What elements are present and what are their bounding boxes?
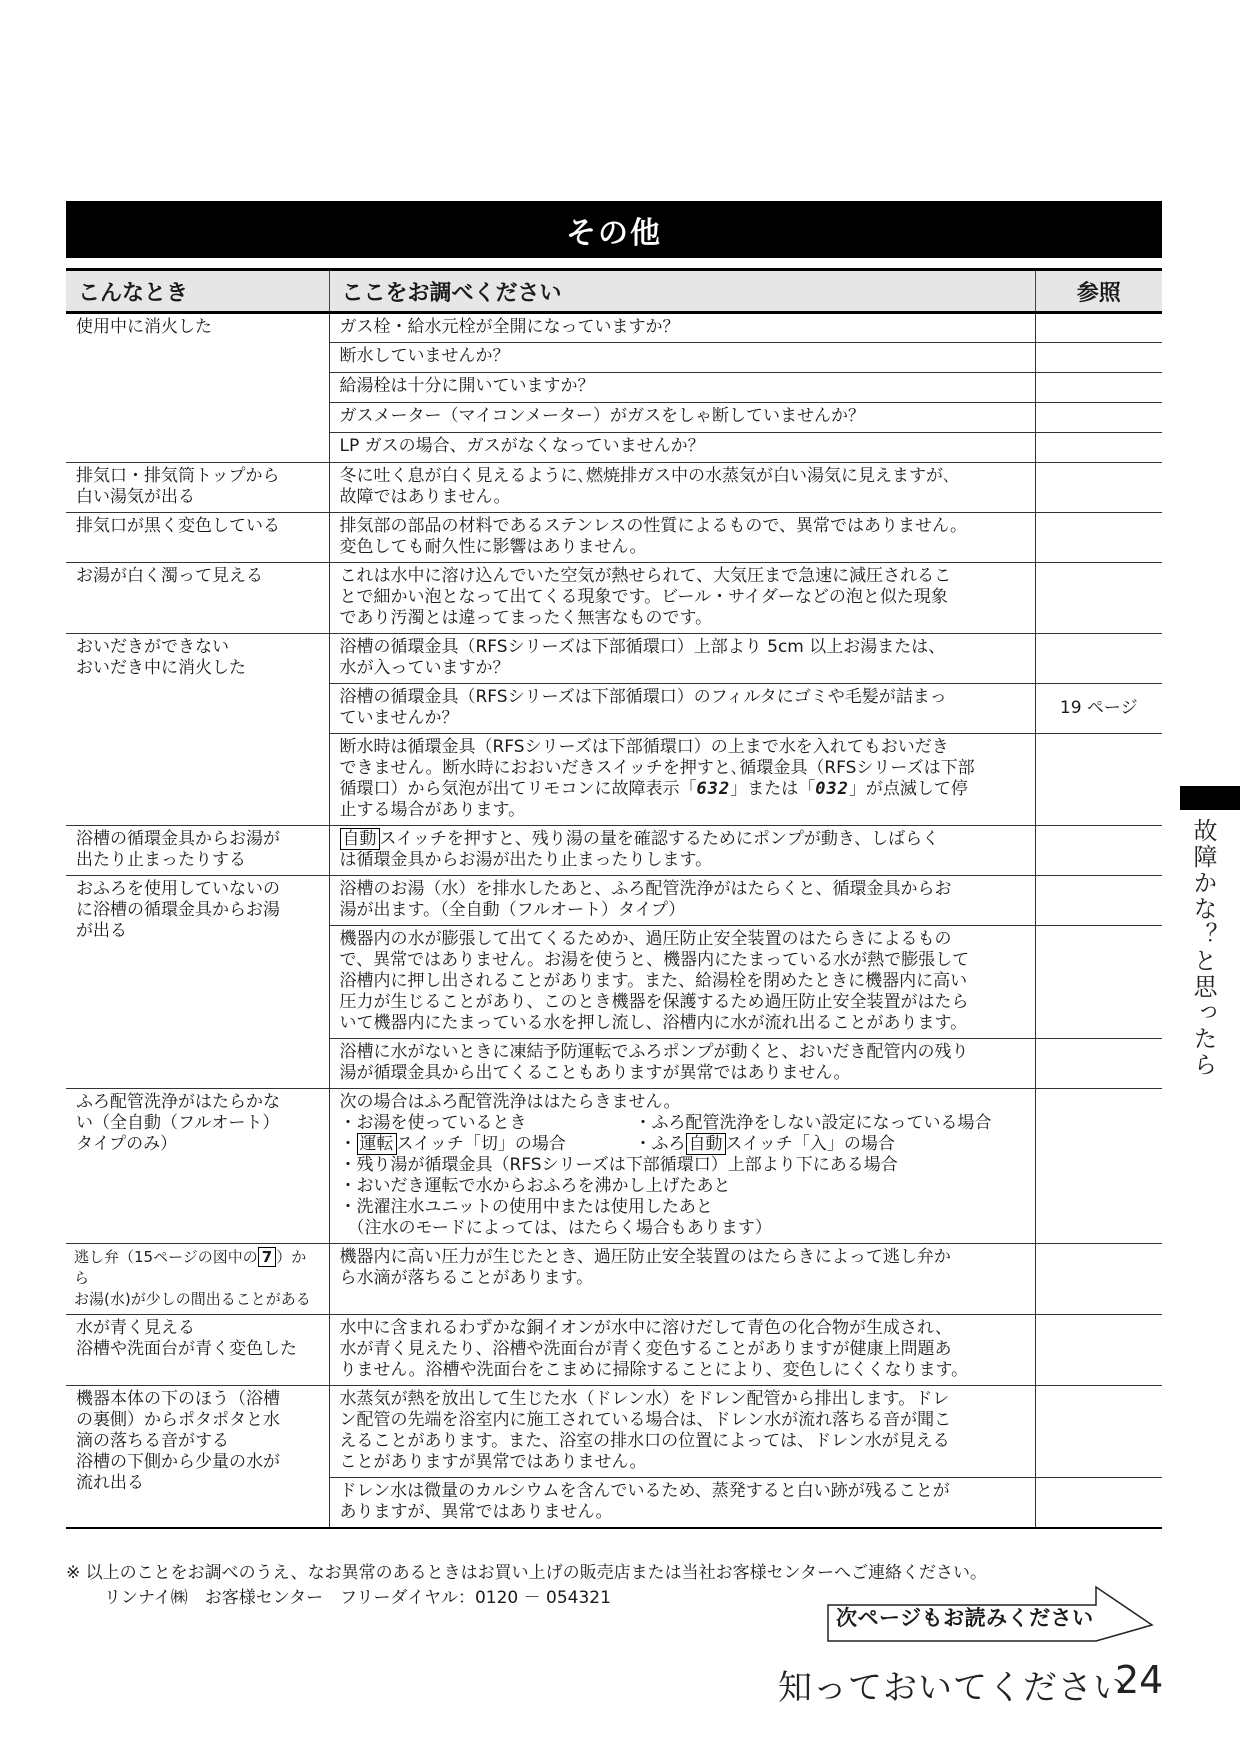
ref-cell <box>1035 1386 1162 1478</box>
check-text: 」が点滅して停 止する場合があります。 <box>339 779 968 820</box>
check-cell <box>329 1089 1035 1244</box>
symptom-cell: おいだきができない おいだき中に消火した <box>66 634 329 826</box>
check-cell: 機器内の水が膨張して出てくるためか、過圧防止安全装置のはたらきによるもの で、異常ではありません。お湯を使うと、機器内にたまっている水が熱で膨張して 浴槽内に押し出されることがあります。また、給湯栓を閉めたときに機器内に高い 圧力が生じることがあり、このとき機器を保護するため過圧防止安全装置がはたら いて機器内にたまっている水を押し流し、浴槽内に水が流れ出ることがあります。 <box>329 926 1035 1039</box>
error-code-display: 032 <box>815 779 849 799</box>
contact-phone: リンナイ㈱ お客様センター フリーダイヤル：0120 － 054321 <box>104 1588 611 1608</box>
table-header-row <box>66 270 1162 313</box>
header-when: こんなとき <box>66 270 329 313</box>
ref-cell <box>1035 1039 1162 1089</box>
symptom-cell: 排気口・排気筒トップから 白い湯気が出る <box>66 463 329 513</box>
check-cell: 浴槽の循環金具（RFSシリーズは下部循環口）上部より 5cm 以上お湯または、 水が入っていますか？ <box>329 634 1035 684</box>
check-cell: これは水中に溶け込んでいた空気が熱せられて、大気圧まで急速に減圧されるこ とで細かい泡となって出てくる現象です。ビール・サイダーなどの泡と似た現象 であり汚濁とは違ってまったく無害なものです。 <box>329 563 1035 634</box>
table-row <box>66 634 1162 684</box>
ref-cell <box>1035 433 1162 463</box>
ref-cell <box>1035 826 1162 876</box>
check-cell: ガス栓・給水元栓が全開になっていますか？ <box>329 313 1035 343</box>
footer-section-title: 知っておいてください <box>778 1668 1128 1708</box>
symptom-cell: おふろを使用していないの に浴槽の循環金具からお湯 が出る <box>66 876 329 1089</box>
next-page-label: 次ページもお読みください <box>836 1606 1094 1630</box>
check-cell <box>329 734 1035 826</box>
ref-cell <box>1035 343 1162 373</box>
ref-cell <box>1035 634 1162 684</box>
check-text: 」または「 <box>730 779 816 799</box>
ref-cell <box>1035 513 1162 563</box>
symptom-cell: 機器本体の下のほう（浴槽 の裏側）からポタポタと水 滴の落ちる音がする 浴槽の下側から少量の水が 流れ出る <box>66 1386 329 1529</box>
ref-cell <box>1035 463 1162 513</box>
header-check: ここをお調べください <box>329 270 1035 313</box>
table-row <box>66 826 1162 876</box>
section-title: その他 <box>66 201 1162 258</box>
check-cell: 冬に吐く息が白く見えるように､燃焼排ガス中の水蒸気が白い湯気に見えますが､ 故障ではありません。 <box>329 463 1035 513</box>
table-row <box>66 876 1162 926</box>
ref-cell <box>1035 1315 1162 1386</box>
table-row <box>66 1089 1162 1244</box>
table-row <box>66 313 1162 343</box>
symptom-text: ）から お湯(水)が少しの間出ることがある <box>74 1248 311 1308</box>
check-cell: ガスメーター（マイコンメーター）がガスをしゃ断していませんか？ <box>329 403 1035 433</box>
ref-cell <box>1035 1478 1162 1529</box>
list-item-text: ・ふろ <box>634 1134 686 1154</box>
contact-note: ※ 以上のことをお調べのうえ、なお異常のあるときはお買い上げの販売店または当社お客様センターへご連絡ください。 <box>66 1563 987 1583</box>
symptom-cell: ふろ配管洗浄がはたらかな い（全自動（フルオート） タイプのみ） <box>66 1089 329 1244</box>
list-item-text: スイッチ「入」の場合 <box>725 1134 895 1154</box>
check-intro: 次の場合はふろ配管洗浄ははたらきません。 <box>339 1092 681 1112</box>
ref-cell <box>1035 403 1162 433</box>
symptom-cell: 排気口が黒く変色している <box>66 513 329 563</box>
ref-cell: 19 ページ <box>1035 684 1162 734</box>
list-item <box>635 1134 1025 1155</box>
symptom-cell: 浴槽の循環金具からお湯が 出たり止まったりする <box>66 826 329 876</box>
check-cell: 浴槽のお湯（水）を排水したあと、ふろ配管洗浄がはたらくと、循環金具からお 湯が出ます。（全自動（フルオート）タイプ） <box>329 876 1035 926</box>
condition-list <box>340 1113 1025 1239</box>
table-row <box>66 463 1162 513</box>
list-item: ・洗濯注水ユニットの使用中または使用したあと <box>339 1197 713 1217</box>
list-item: ・おいだき運転で水からおふろを沸かし上げたあと <box>339 1176 731 1196</box>
check-cell: 機器内に高い圧力が生じたとき、過圧防止安全装置のはたらきによって逃し弁か ら水滴が落ちることがあります。 <box>329 1244 1035 1315</box>
check-cell: 水蒸気が熱を放出して生じた水（ドレン水）をドレン配管から排出します。ドレ ン配管の先端を浴室内に施工されている場合は、ドレン水が流れ落ちる音が聞こ えることがあります。また、浴室の排水口の位置によっては、ドレン水が見える ことがありますが異常ではありません。 <box>329 1386 1035 1478</box>
next-page-callout <box>826 1585 1156 1643</box>
check-cell: LP ガスの場合、ガスがなくなっていませんか？ <box>329 433 1035 463</box>
ref-cell <box>1035 876 1162 926</box>
troubleshooting-table <box>66 268 1162 1529</box>
ref-cell <box>1035 563 1162 634</box>
ref-cell <box>1035 926 1162 1039</box>
chapter-side-label: 故障かな？と思ったら <box>1189 818 1217 1078</box>
symptom-cell: 使用中に消火した <box>66 313 329 463</box>
error-code-display: 632 <box>696 779 731 799</box>
check-cell <box>329 826 1035 876</box>
check-cell: 断水していませんか？ <box>329 343 1035 373</box>
symptom-text: 逃し弁（15ページの図中の <box>74 1248 258 1266</box>
auto-key-label: 自動 <box>340 828 380 850</box>
check-cell: ドレン水は微量のカルシウムを含んでいるため、蒸発すると白い跡が残ることが ありますが、異常ではありません。 <box>329 1478 1035 1529</box>
check-cell: 水中に含まれるわずかな銅イオンが水中に溶けだして青色の化合物が生成され、 水が青く見えたり、浴槽や洗面台が青く変色することがありますが健康上問題あ りません。浴槽や洗面台をこまめに掃除することにより、変色しにくくなります。 <box>329 1315 1035 1386</box>
ref-cell <box>1035 1089 1162 1244</box>
table-row <box>66 1315 1162 1386</box>
list-item: （注水のモードによっては、はたらく場合もあります） <box>347 1218 772 1238</box>
figure-number-badge: 7 <box>258 1247 276 1267</box>
table-row <box>66 513 1162 563</box>
ref-cell <box>1035 1244 1162 1315</box>
symptom-cell <box>66 1244 329 1315</box>
ref-cell <box>1035 734 1162 826</box>
bullet-mark: ・ <box>339 1134 357 1154</box>
ref-cell <box>1035 373 1162 403</box>
list-item: ・残り湯が循環金具（RFSシリーズは下部循環口）上部より下にある場合 <box>339 1155 898 1175</box>
check-cell: 浴槽に水がないときに凍結予防運転でふろポンプが動くと、おいだき配管内の残り 湯が循環金具から出てくることもありますが異常ではありません。 <box>329 1039 1035 1089</box>
list-item-text: スイッチ「切」の場合 <box>396 1134 566 1154</box>
page-number: 24 <box>1115 1658 1164 1702</box>
header-ref: 参照 <box>1035 270 1162 313</box>
symptom-cell: 水が青く見える 浴槽や洗面台が青く変色した <box>66 1315 329 1386</box>
check-cell: 排気部の部品の材料であるステンレスの性質によるもので、異常ではありません。 変色しても耐久性に影響はありません。 <box>329 513 1035 563</box>
ref-cell <box>1035 313 1162 343</box>
check-text: スイッチを押すと、残り湯の量を確認するためにポンプが動き、しばらく は循環金具からお湯が出たり止まったりします。 <box>339 829 940 870</box>
table-row <box>66 563 1162 634</box>
list-item: ・お湯を使っているとき <box>339 1113 527 1133</box>
table-row <box>66 1244 1162 1315</box>
chapter-tab-marker <box>1180 786 1240 810</box>
run-key-label: 運転 <box>357 1133 397 1155</box>
check-cell: 給湯栓は十分に開いていますか？ <box>329 373 1035 403</box>
symptom-cell: お湯が白く濁って見える <box>66 563 329 634</box>
auto-key-label: 自動 <box>686 1133 726 1155</box>
check-cell: 浴槽の循環金具（RFSシリーズは下部循環口）のフィルタにゴミや毛髪が詰まっ ていませんか？ <box>329 684 1035 734</box>
check-text: 断水時は循環金具（RFSシリーズは下部循環口）の上まで水を入れてもおいだき できません。断水時におおいだきスイッチを押すと､循環金具（RFSシリーズは下部 循環口）から気泡が出てリモコンに故障表示「 <box>339 737 975 799</box>
table-row <box>66 1386 1162 1478</box>
list-item: ・ふろ配管洗浄をしない設定になっている場合 <box>634 1113 992 1133</box>
list-item <box>340 1134 635 1155</box>
